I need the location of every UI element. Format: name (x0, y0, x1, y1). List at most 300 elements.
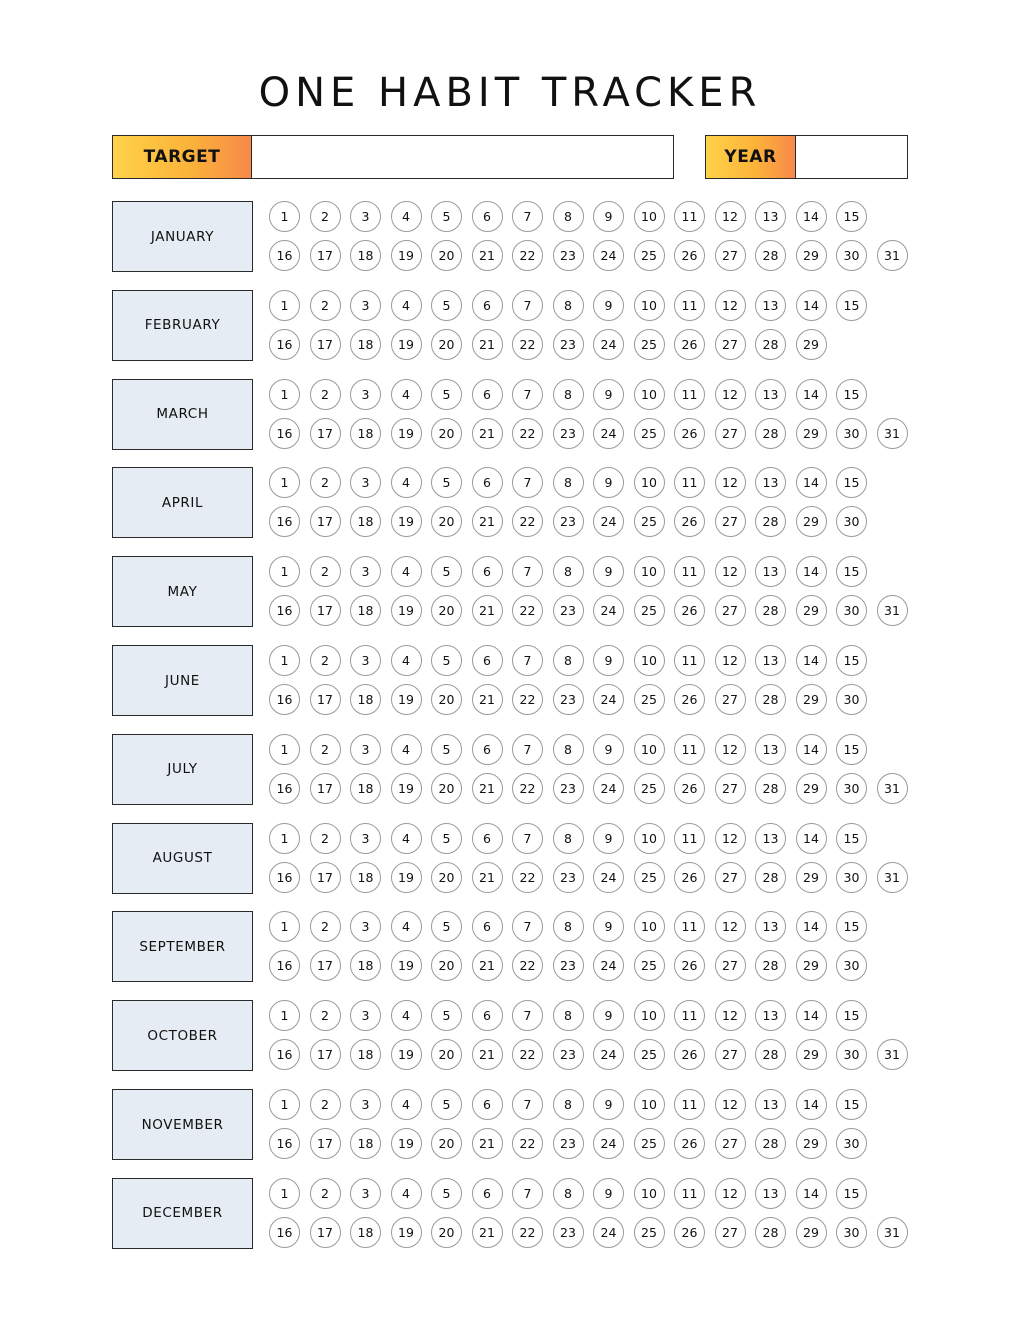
day-circle[interactable]: 19 (391, 506, 422, 537)
day-circle[interactable]: 19 (391, 684, 422, 715)
day-circle[interactable]: 28 (755, 1217, 786, 1248)
day-circle[interactable]: 19 (391, 595, 422, 626)
day-circle[interactable]: 20 (431, 418, 462, 449)
year-input[interactable] (796, 135, 908, 179)
day-circle[interactable]: 4 (391, 1178, 422, 1209)
day-circle[interactable]: 17 (310, 595, 341, 626)
day-circle[interactable]: 27 (715, 506, 746, 537)
day-circle[interactable]: 15 (836, 290, 867, 321)
day-circle[interactable]: 10 (634, 1178, 665, 1209)
day-circle[interactable]: 27 (715, 329, 746, 360)
day-circle[interactable]: 25 (634, 418, 665, 449)
day-circle[interactable]: 11 (674, 556, 705, 587)
day-circle[interactable]: 22 (512, 595, 543, 626)
day-circle[interactable]: 28 (755, 506, 786, 537)
day-circle[interactable]: 5 (431, 1089, 462, 1120)
day-circle[interactable]: 12 (715, 467, 746, 498)
day-circle[interactable]: 12 (715, 201, 746, 232)
day-circle[interactable]: 6 (472, 556, 503, 587)
day-circle[interactable]: 2 (310, 379, 341, 410)
day-circle[interactable]: 15 (836, 645, 867, 676)
day-circle[interactable]: 8 (553, 823, 584, 854)
day-circle[interactable]: 10 (634, 1089, 665, 1120)
day-circle[interactable]: 6 (472, 734, 503, 765)
day-circle[interactable]: 14 (796, 290, 827, 321)
day-circle[interactable]: 23 (553, 1128, 584, 1159)
day-circle[interactable]: 6 (472, 823, 503, 854)
day-circle[interactable]: 19 (391, 329, 422, 360)
day-circle[interactable]: 31 (877, 773, 908, 804)
day-circle[interactable]: 21 (472, 595, 503, 626)
day-circle[interactable]: 16 (269, 595, 300, 626)
day-circle[interactable]: 11 (674, 1089, 705, 1120)
day-circle[interactable]: 28 (755, 950, 786, 981)
day-circle[interactable]: 23 (553, 1039, 584, 1070)
day-circle[interactable]: 7 (512, 201, 543, 232)
day-circle[interactable]: 1 (269, 645, 300, 676)
day-circle[interactable]: 22 (512, 1039, 543, 1070)
day-circle[interactable]: 17 (310, 418, 341, 449)
day-circle[interactable]: 2 (310, 1000, 341, 1031)
day-circle[interactable]: 2 (310, 1178, 341, 1209)
day-circle[interactable]: 14 (796, 1178, 827, 1209)
day-circle[interactable]: 17 (310, 1039, 341, 1070)
day-circle[interactable]: 6 (472, 1178, 503, 1209)
day-circle[interactable]: 21 (472, 329, 503, 360)
day-circle[interactable]: 29 (796, 1039, 827, 1070)
day-circle[interactable]: 8 (553, 911, 584, 942)
day-circle[interactable]: 11 (674, 1178, 705, 1209)
day-circle[interactable]: 9 (593, 645, 624, 676)
day-circle[interactable]: 20 (431, 684, 462, 715)
day-circle[interactable]: 18 (350, 1217, 381, 1248)
day-circle[interactable]: 25 (634, 684, 665, 715)
day-circle[interactable]: 20 (431, 329, 462, 360)
day-circle[interactable]: 17 (310, 773, 341, 804)
day-circle[interactable]: 5 (431, 290, 462, 321)
day-circle[interactable]: 28 (755, 684, 786, 715)
day-circle[interactable]: 30 (836, 950, 867, 981)
day-circle[interactable]: 9 (593, 556, 624, 587)
day-circle[interactable]: 9 (593, 911, 624, 942)
day-circle[interactable]: 15 (836, 1089, 867, 1120)
day-circle[interactable]: 20 (431, 773, 462, 804)
day-circle[interactable]: 9 (593, 379, 624, 410)
day-circle[interactable]: 20 (431, 1217, 462, 1248)
day-circle[interactable]: 29 (796, 506, 827, 537)
day-circle[interactable]: 13 (755, 1089, 786, 1120)
day-circle[interactable]: 30 (836, 1128, 867, 1159)
day-circle[interactable]: 18 (350, 506, 381, 537)
day-circle[interactable]: 23 (553, 240, 584, 271)
day-circle[interactable]: 1 (269, 734, 300, 765)
day-circle[interactable]: 29 (796, 684, 827, 715)
day-circle[interactable]: 18 (350, 329, 381, 360)
day-circle[interactable]: 31 (877, 1039, 908, 1070)
day-circle[interactable]: 15 (836, 467, 867, 498)
day-circle[interactable]: 28 (755, 240, 786, 271)
day-circle[interactable]: 5 (431, 734, 462, 765)
day-circle[interactable]: 20 (431, 1128, 462, 1159)
day-circle[interactable]: 12 (715, 1000, 746, 1031)
day-circle[interactable]: 7 (512, 556, 543, 587)
day-circle[interactable]: 8 (553, 556, 584, 587)
day-circle[interactable]: 18 (350, 684, 381, 715)
day-circle[interactable]: 19 (391, 862, 422, 893)
day-circle[interactable]: 2 (310, 823, 341, 854)
day-circle[interactable]: 19 (391, 950, 422, 981)
day-circle[interactable]: 27 (715, 240, 746, 271)
day-circle[interactable]: 29 (796, 773, 827, 804)
day-circle[interactable]: 28 (755, 418, 786, 449)
day-circle[interactable]: 10 (634, 734, 665, 765)
day-circle[interactable]: 9 (593, 1089, 624, 1120)
day-circle[interactable]: 2 (310, 1089, 341, 1120)
day-circle[interactable]: 23 (553, 862, 584, 893)
day-circle[interactable]: 10 (634, 201, 665, 232)
day-circle[interactable]: 25 (634, 1128, 665, 1159)
day-circle[interactable]: 27 (715, 595, 746, 626)
day-circle[interactable]: 8 (553, 201, 584, 232)
day-circle[interactable]: 23 (553, 329, 584, 360)
day-circle[interactable]: 29 (796, 950, 827, 981)
day-circle[interactable]: 23 (553, 773, 584, 804)
day-circle[interactable]: 13 (755, 467, 786, 498)
day-circle[interactable]: 22 (512, 418, 543, 449)
day-circle[interactable]: 4 (391, 1089, 422, 1120)
day-circle[interactable]: 18 (350, 418, 381, 449)
day-circle[interactable]: 11 (674, 290, 705, 321)
day-circle[interactable]: 13 (755, 379, 786, 410)
day-circle[interactable]: 28 (755, 862, 786, 893)
day-circle[interactable]: 22 (512, 773, 543, 804)
day-circle[interactable]: 10 (634, 1000, 665, 1031)
day-circle[interactable]: 7 (512, 1089, 543, 1120)
day-circle[interactable]: 3 (350, 645, 381, 676)
day-circle[interactable]: 16 (269, 1128, 300, 1159)
day-circle[interactable]: 8 (553, 734, 584, 765)
day-circle[interactable]: 16 (269, 418, 300, 449)
day-circle[interactable]: 15 (836, 823, 867, 854)
day-circle[interactable]: 23 (553, 950, 584, 981)
day-circle[interactable]: 31 (877, 1217, 908, 1248)
day-circle[interactable]: 30 (836, 595, 867, 626)
day-circle[interactable]: 26 (674, 418, 705, 449)
day-circle[interactable]: 12 (715, 734, 746, 765)
day-circle[interactable]: 13 (755, 734, 786, 765)
day-circle[interactable]: 14 (796, 823, 827, 854)
day-circle[interactable]: 3 (350, 823, 381, 854)
day-circle[interactable]: 14 (796, 645, 827, 676)
day-circle[interactable]: 20 (431, 862, 462, 893)
day-circle[interactable]: 5 (431, 1178, 462, 1209)
day-circle[interactable]: 3 (350, 290, 381, 321)
day-circle[interactable]: 9 (593, 467, 624, 498)
day-circle[interactable]: 11 (674, 201, 705, 232)
day-circle[interactable]: 20 (431, 595, 462, 626)
day-circle[interactable]: 1 (269, 379, 300, 410)
day-circle[interactable]: 26 (674, 950, 705, 981)
day-circle[interactable]: 21 (472, 950, 503, 981)
day-circle[interactable]: 28 (755, 1039, 786, 1070)
day-circle[interactable]: 10 (634, 911, 665, 942)
day-circle[interactable]: 7 (512, 1178, 543, 1209)
day-circle[interactable]: 30 (836, 418, 867, 449)
day-circle[interactable]: 1 (269, 823, 300, 854)
day-circle[interactable]: 5 (431, 911, 462, 942)
day-circle[interactable]: 3 (350, 556, 381, 587)
day-circle[interactable]: 13 (755, 556, 786, 587)
day-circle[interactable]: 6 (472, 467, 503, 498)
day-circle[interactable]: 5 (431, 1000, 462, 1031)
day-circle[interactable]: 21 (472, 862, 503, 893)
day-circle[interactable]: 7 (512, 467, 543, 498)
day-circle[interactable]: 11 (674, 379, 705, 410)
day-circle[interactable]: 24 (593, 1128, 624, 1159)
day-circle[interactable]: 24 (593, 950, 624, 981)
day-circle[interactable]: 6 (472, 1089, 503, 1120)
day-circle[interactable]: 12 (715, 1089, 746, 1120)
day-circle[interactable]: 3 (350, 467, 381, 498)
day-circle[interactable]: 15 (836, 1178, 867, 1209)
day-circle[interactable]: 26 (674, 684, 705, 715)
day-circle[interactable]: 17 (310, 1217, 341, 1248)
day-circle[interactable]: 2 (310, 467, 341, 498)
day-circle[interactable]: 16 (269, 862, 300, 893)
day-circle[interactable]: 19 (391, 418, 422, 449)
day-circle[interactable]: 30 (836, 1039, 867, 1070)
day-circle[interactable]: 6 (472, 379, 503, 410)
day-circle[interactable]: 24 (593, 773, 624, 804)
day-circle[interactable]: 15 (836, 734, 867, 765)
day-circle[interactable]: 22 (512, 684, 543, 715)
day-circle[interactable]: 16 (269, 773, 300, 804)
day-circle[interactable]: 9 (593, 1178, 624, 1209)
day-circle[interactable]: 10 (634, 556, 665, 587)
day-circle[interactable]: 12 (715, 823, 746, 854)
day-circle[interactable]: 9 (593, 823, 624, 854)
day-circle[interactable]: 28 (755, 595, 786, 626)
day-circle[interactable]: 19 (391, 773, 422, 804)
day-circle[interactable]: 9 (593, 1000, 624, 1031)
day-circle[interactable]: 27 (715, 1039, 746, 1070)
day-circle[interactable]: 25 (634, 950, 665, 981)
day-circle[interactable]: 12 (715, 911, 746, 942)
day-circle[interactable]: 21 (472, 240, 503, 271)
day-circle[interactable]: 1 (269, 1178, 300, 1209)
day-circle[interactable]: 10 (634, 823, 665, 854)
day-circle[interactable]: 26 (674, 773, 705, 804)
day-circle[interactable]: 1 (269, 201, 300, 232)
day-circle[interactable]: 12 (715, 290, 746, 321)
day-circle[interactable]: 30 (836, 240, 867, 271)
day-circle[interactable]: 16 (269, 1217, 300, 1248)
day-circle[interactable]: 15 (836, 201, 867, 232)
day-circle[interactable]: 29 (796, 418, 827, 449)
day-circle[interactable]: 4 (391, 201, 422, 232)
day-circle[interactable]: 8 (553, 1089, 584, 1120)
day-circle[interactable]: 18 (350, 240, 381, 271)
day-circle[interactable]: 1 (269, 911, 300, 942)
day-circle[interactable]: 8 (553, 290, 584, 321)
day-circle[interactable]: 3 (350, 1178, 381, 1209)
day-circle[interactable]: 6 (472, 645, 503, 676)
day-circle[interactable]: 21 (472, 684, 503, 715)
day-circle[interactable]: 11 (674, 823, 705, 854)
day-circle[interactable]: 20 (431, 950, 462, 981)
day-circle[interactable]: 23 (553, 1217, 584, 1248)
day-circle[interactable]: 19 (391, 1217, 422, 1248)
day-circle[interactable]: 11 (674, 1000, 705, 1031)
day-circle[interactable]: 8 (553, 1000, 584, 1031)
day-circle[interactable]: 27 (715, 950, 746, 981)
day-circle[interactable]: 24 (593, 595, 624, 626)
day-circle[interactable]: 3 (350, 201, 381, 232)
day-circle[interactable]: 3 (350, 379, 381, 410)
day-circle[interactable]: 17 (310, 862, 341, 893)
day-circle[interactable]: 18 (350, 1128, 381, 1159)
day-circle[interactable]: 20 (431, 240, 462, 271)
day-circle[interactable]: 7 (512, 645, 543, 676)
day-circle[interactable]: 18 (350, 862, 381, 893)
day-circle[interactable]: 15 (836, 556, 867, 587)
day-circle[interactable]: 20 (431, 506, 462, 537)
day-circle[interactable]: 17 (310, 506, 341, 537)
day-circle[interactable]: 2 (310, 556, 341, 587)
day-circle[interactable]: 4 (391, 467, 422, 498)
day-circle[interactable]: 23 (553, 595, 584, 626)
day-circle[interactable]: 17 (310, 684, 341, 715)
day-circle[interactable]: 30 (836, 1217, 867, 1248)
day-circle[interactable]: 30 (836, 684, 867, 715)
day-circle[interactable]: 16 (269, 329, 300, 360)
day-circle[interactable]: 1 (269, 290, 300, 321)
day-circle[interactable]: 25 (634, 1039, 665, 1070)
day-circle[interactable]: 6 (472, 290, 503, 321)
day-circle[interactable]: 5 (431, 556, 462, 587)
day-circle[interactable]: 22 (512, 506, 543, 537)
day-circle[interactable]: 22 (512, 950, 543, 981)
day-circle[interactable]: 28 (755, 329, 786, 360)
day-circle[interactable]: 17 (310, 329, 341, 360)
day-circle[interactable]: 2 (310, 201, 341, 232)
day-circle[interactable]: 29 (796, 1128, 827, 1159)
day-circle[interactable]: 27 (715, 1217, 746, 1248)
day-circle[interactable]: 28 (755, 773, 786, 804)
day-circle[interactable]: 21 (472, 1128, 503, 1159)
day-circle[interactable]: 8 (553, 467, 584, 498)
day-circle[interactable]: 6 (472, 1000, 503, 1031)
day-circle[interactable]: 1 (269, 1000, 300, 1031)
day-circle[interactable]: 13 (755, 201, 786, 232)
day-circle[interactable]: 2 (310, 734, 341, 765)
day-circle[interactable]: 14 (796, 1089, 827, 1120)
day-circle[interactable]: 7 (512, 823, 543, 854)
day-circle[interactable]: 29 (796, 862, 827, 893)
day-circle[interactable]: 30 (836, 773, 867, 804)
day-circle[interactable]: 2 (310, 645, 341, 676)
day-circle[interactable]: 3 (350, 911, 381, 942)
day-circle[interactable]: 13 (755, 1178, 786, 1209)
day-circle[interactable]: 2 (310, 290, 341, 321)
day-circle[interactable]: 16 (269, 506, 300, 537)
day-circle[interactable]: 18 (350, 1039, 381, 1070)
day-circle[interactable]: 23 (553, 684, 584, 715)
day-circle[interactable]: 22 (512, 862, 543, 893)
day-circle[interactable]: 5 (431, 823, 462, 854)
day-circle[interactable]: 17 (310, 240, 341, 271)
day-circle[interactable]: 4 (391, 823, 422, 854)
day-circle[interactable]: 19 (391, 1039, 422, 1070)
day-circle[interactable]: 14 (796, 911, 827, 942)
day-circle[interactable]: 12 (715, 645, 746, 676)
day-circle[interactable]: 25 (634, 595, 665, 626)
day-circle[interactable]: 16 (269, 950, 300, 981)
day-circle[interactable]: 10 (634, 645, 665, 676)
day-circle[interactable]: 16 (269, 684, 300, 715)
day-circle[interactable]: 17 (310, 1128, 341, 1159)
day-circle[interactable]: 25 (634, 1217, 665, 1248)
day-circle[interactable]: 24 (593, 684, 624, 715)
day-circle[interactable]: 16 (269, 240, 300, 271)
day-circle[interactable]: 5 (431, 467, 462, 498)
day-circle[interactable]: 11 (674, 734, 705, 765)
day-circle[interactable]: 4 (391, 556, 422, 587)
day-circle[interactable]: 14 (796, 379, 827, 410)
day-circle[interactable]: 7 (512, 290, 543, 321)
day-circle[interactable]: 21 (472, 773, 503, 804)
day-circle[interactable]: 4 (391, 645, 422, 676)
day-circle[interactable]: 20 (431, 1039, 462, 1070)
day-circle[interactable]: 24 (593, 329, 624, 360)
day-circle[interactable]: 16 (269, 1039, 300, 1070)
day-circle[interactable]: 27 (715, 1128, 746, 1159)
day-circle[interactable]: 6 (472, 201, 503, 232)
day-circle[interactable]: 14 (796, 556, 827, 587)
day-circle[interactable]: 22 (512, 240, 543, 271)
day-circle[interactable]: 12 (715, 379, 746, 410)
day-circle[interactable]: 8 (553, 379, 584, 410)
day-circle[interactable]: 5 (431, 645, 462, 676)
day-circle[interactable]: 24 (593, 862, 624, 893)
day-circle[interactable]: 11 (674, 467, 705, 498)
day-circle[interactable]: 3 (350, 1000, 381, 1031)
day-circle[interactable]: 15 (836, 379, 867, 410)
day-circle[interactable]: 26 (674, 1039, 705, 1070)
day-circle[interactable]: 21 (472, 506, 503, 537)
day-circle[interactable]: 25 (634, 329, 665, 360)
day-circle[interactable]: 24 (593, 418, 624, 449)
day-circle[interactable]: 18 (350, 950, 381, 981)
target-input[interactable] (252, 135, 674, 179)
day-circle[interactable]: 26 (674, 595, 705, 626)
day-circle[interactable]: 5 (431, 379, 462, 410)
day-circle[interactable]: 9 (593, 290, 624, 321)
day-circle[interactable]: 12 (715, 1178, 746, 1209)
day-circle[interactable]: 29 (796, 595, 827, 626)
day-circle[interactable]: 14 (796, 1000, 827, 1031)
day-circle[interactable]: 4 (391, 1000, 422, 1031)
day-circle[interactable]: 9 (593, 734, 624, 765)
day-circle[interactable]: 13 (755, 645, 786, 676)
day-circle[interactable]: 13 (755, 1000, 786, 1031)
day-circle[interactable]: 29 (796, 240, 827, 271)
day-circle[interactable]: 21 (472, 1039, 503, 1070)
day-circle[interactable]: 4 (391, 734, 422, 765)
day-circle[interactable]: 14 (796, 467, 827, 498)
day-circle[interactable]: 8 (553, 645, 584, 676)
day-circle[interactable]: 15 (836, 911, 867, 942)
